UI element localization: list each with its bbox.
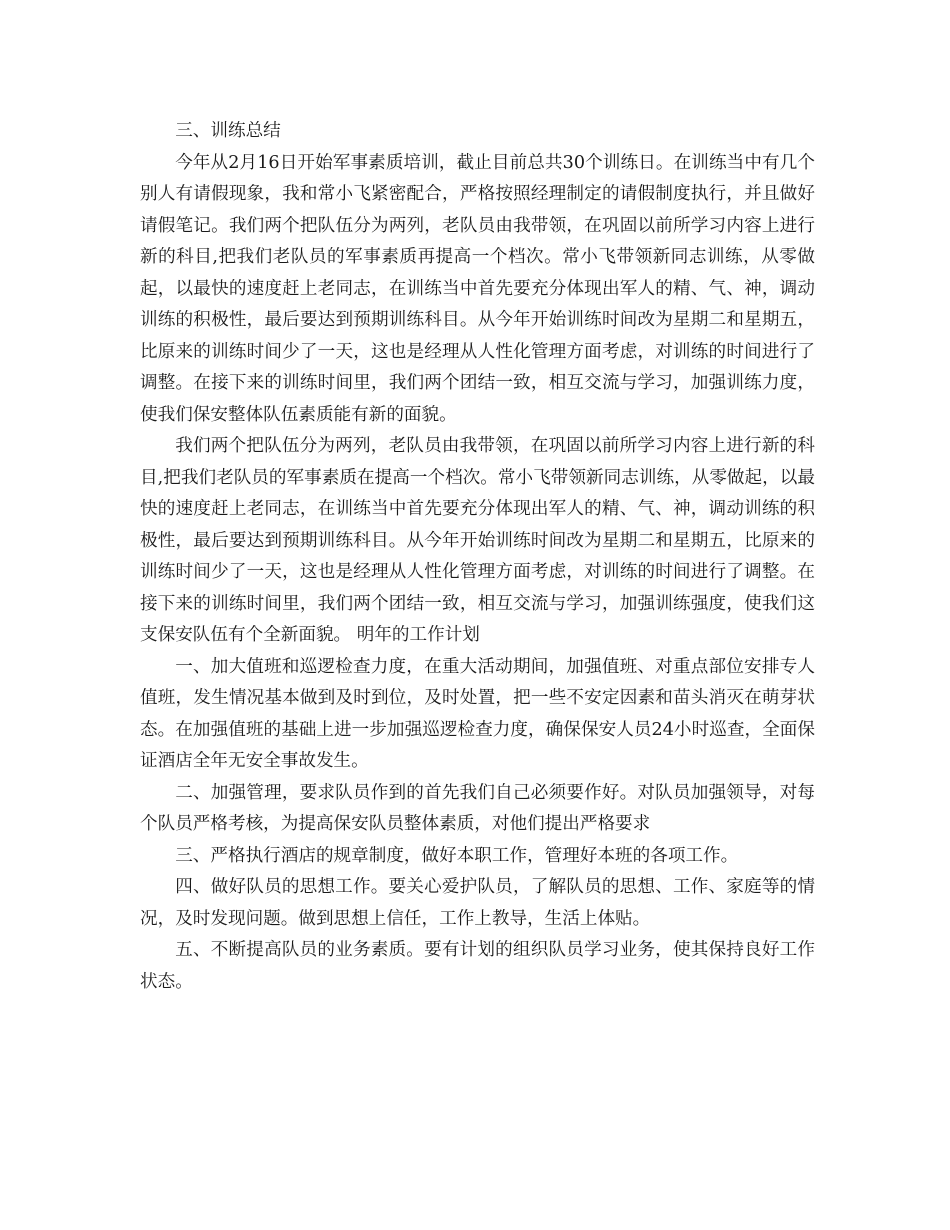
- paragraph-plan-item-4: 四、做好队员的思想工作。要关心爱护队员，了解队员的思想、工作、家庭等的情况，及时发现问题。做到思想上信任，工作上教导，生活上体贴。: [140, 877, 815, 929]
- paragraph-plan-item-2: 二、加强管理，要求队员作到的首先我们自己必须要作好。对队员加强领导，对每个队员严格考核，为提高保安队员整体素质，对他们提出严格要求: [140, 782, 815, 834]
- paragraph-plan-item-3: 三、严格执行酒店的规章制度，做好本职工作，管理好本班的各项工作。: [175, 845, 739, 866]
- paragraph-team-division: 我们两个把队伍分为两列，老队员由我带领，在巩固以前所学习内容上进行新的科目,把我们老队员的军事素质在提高一个档次。常小飞带领新同志训练，从零做起，以最快的速度赶上老同志，在训练当中首先要充分体现出军人的精、气、神，调动训练的积极性，最后要达到预期训练科目。从今年开始训练时间改为星期二和星期五，比原来的训练时间少了一天，这也是经理从人性化管理方面考虑，对训练的时间进行了调整。在接下来的训练时间里，我们两个团结一致，相互交流与学习，加强训练强度，使我们这支保安队伍有个全新面貌。 明年的工作计划: [140, 436, 815, 645]
- paragraph-plan-item-1: 一、加大值班和巡逻检查力度，在重大活动期间，加强值班、对重点部位安排专人值班，发生情况基本做到及时到位，及时处置，把一些不安定因素和苗头消灭在萌芽状态。在加强值班的基础上进一步加强巡逻检查力度，确保保安人员24小时巡查，全面保证酒店全年无安全事故发生。: [140, 656, 815, 771]
- section-heading: 三、训练总结: [175, 121, 281, 141]
- paragraph-plan-item-5: 五、不断提高队员的业务素质。要有计划的组织队员学习业务，使其保持良好工作状态。: [140, 940, 815, 992]
- paragraph-training-summary: 今年从2月16日开始军事素质培训，截止目前总共30个训练日。在训练当中有几个别人有请假现象，我和常小飞紧密配合，严格按照经理制定的请假制度执行，并且做好请假笔记。我们两个把队伍分为两列，老队员由我带领，在巩固以前所学习内容上进行新的科目,把我们老队员的军事素质再提高一个档次。常小飞带领新同志训练，从零做起，以最快的速度赶上老同志，在训练当中首先要充分体现出军人的精、气、神，调动训练的积极性，最后要达到预期训练科目。从今年开始训练时间改为星期二和星期五，比原来的训练时间少了一天，这也是经理从人性化管理方面考虑，对训练的时间进行了调整。在接下来的训练时间里，我们两个团结一致，相互交流与学习，加强训练力度，使我们保安整体队伍素质能有新的面貌。: [140, 152, 815, 425]
- document-page: [140, 116, 815, 998]
